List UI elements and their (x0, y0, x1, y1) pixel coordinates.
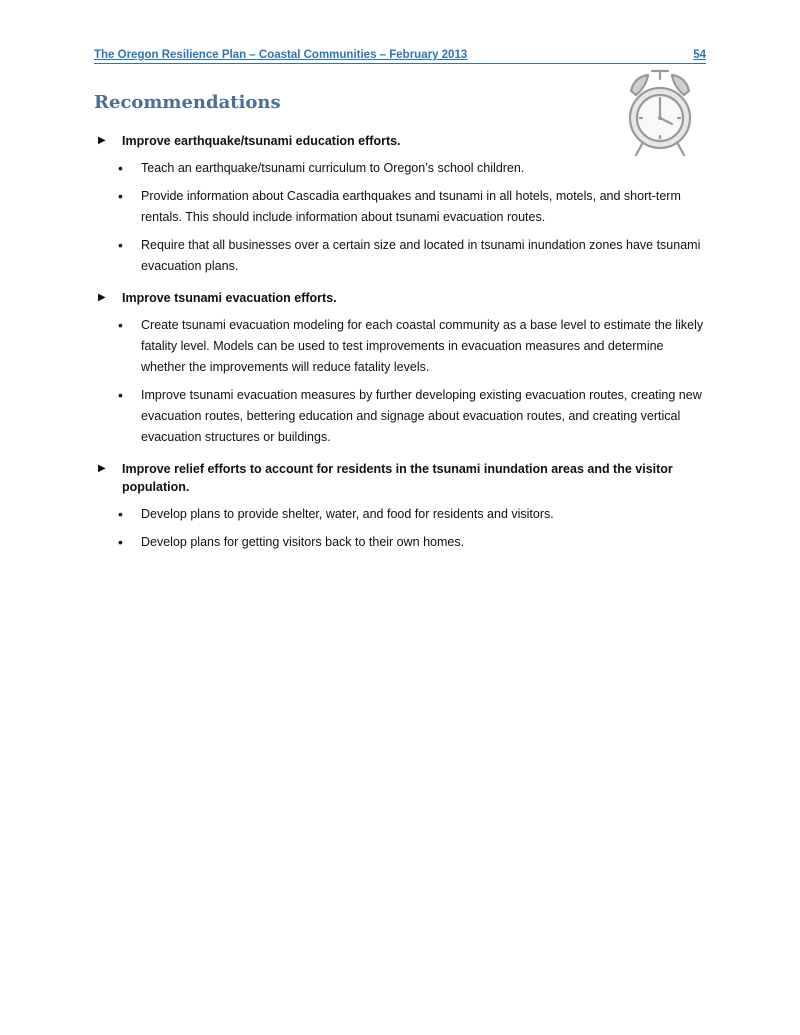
list-item-text: Develop plans to provide shelter, water, and food for residents and visitors. (141, 507, 554, 521)
list-item (118, 315, 706, 378)
recommendation-group (94, 132, 706, 277)
bullet-icon: • (118, 387, 123, 403)
bullet-icon: • (118, 237, 123, 253)
list-item-text: Develop plans for getting visitors back to their own homes. (141, 535, 465, 549)
list-item-text: Improve tsunami evacuation measures by further developing existing evacuation routes, creating new evacuation routes, bettering education and signage about evacuation routes, and creating vertical evacuation structures or buildings. (141, 388, 702, 444)
recommendation-heading (94, 460, 706, 496)
recommendation-group (94, 289, 706, 448)
heading-text: Improve earthquake/tsunami education efforts. (122, 134, 401, 148)
recommendations-list (94, 132, 706, 565)
header-title[interactable]: The Oregon Resilience Plan – Coastal Communities – February 2013 (94, 49, 468, 61)
list-item (118, 158, 706, 179)
arrow-bullet-icon: ▶ (98, 292, 106, 303)
arrow-bullet-icon: ▶ (98, 463, 106, 474)
bullet-icon: • (118, 188, 123, 204)
recommendation-group (94, 460, 706, 553)
page-header (94, 49, 706, 64)
bullet-icon: • (118, 317, 123, 333)
recommendation-heading (94, 289, 706, 307)
section-title: Recommendations (94, 92, 281, 113)
heading-text: Improve relief efforts to account for residents in the tsunami inundation areas and the visitor population. (122, 462, 673, 494)
list-item-text: Provide information about Cascadia earthquakes and tsunami in all hotels, motels, and short-term rentals. This should include information about tsunami evacuation routes. (141, 189, 681, 224)
list-item (118, 504, 706, 525)
list-item (118, 385, 706, 448)
bullet-icon: • (118, 506, 123, 522)
heading-text: Improve tsunami evacuation efforts. (122, 291, 337, 305)
list-item (118, 532, 706, 553)
list-item-text: Create tsunami evacuation modeling for each coastal community as a base level to estimate the likely fatality level. Models can be used to test improvements in evacuation measures and determine whether the improvements will reduce fatality levels. (141, 318, 704, 374)
list-item (118, 186, 706, 228)
list-item-text: Require that all businesses over a certain size and located in tsunami inundation zones have tsunami evacuation plans. (141, 238, 701, 273)
list-item-text: Teach an earthquake/tsunami curriculum to Oregon’s school children. (141, 161, 525, 175)
bullet-icon: • (118, 534, 123, 550)
page-number[interactable]: 54 (693, 49, 706, 61)
list-item (118, 235, 706, 277)
bullet-icon: • (118, 160, 123, 176)
recommendation-heading (94, 132, 706, 150)
arrow-bullet-icon: ▶ (98, 135, 106, 146)
